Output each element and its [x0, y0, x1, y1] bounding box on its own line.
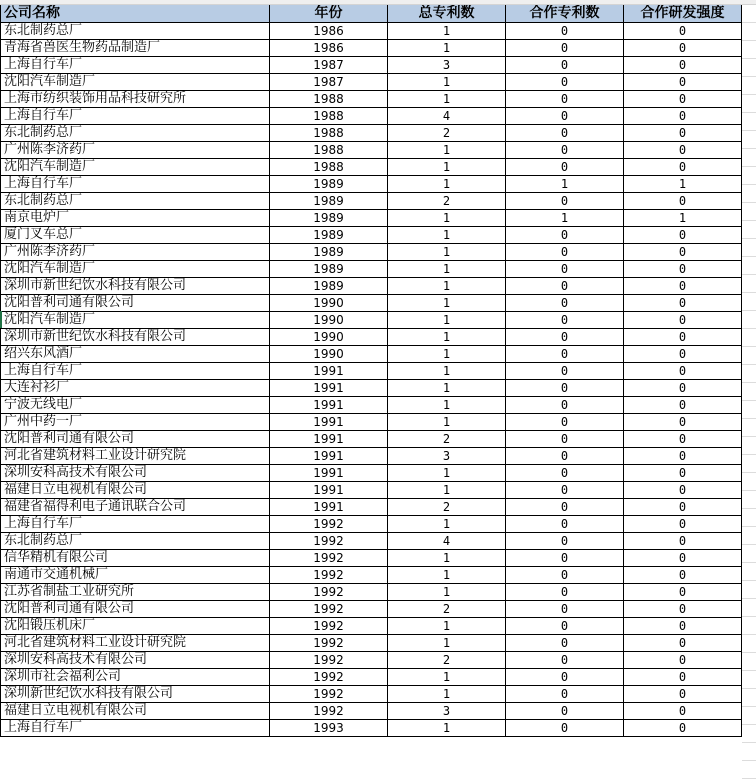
- table-row: [1, 328, 742, 345]
- coop-patents-cell[interactable]: 0: [506, 243, 624, 260]
- year-cell[interactable]: 1988: [270, 107, 388, 124]
- year-cell[interactable]: 1992: [270, 566, 388, 583]
- total-patents-cell[interactable]: 1: [388, 73, 506, 90]
- table-row: [1, 362, 742, 379]
- year-cell[interactable]: 1986: [270, 22, 388, 39]
- coop-patents-cell[interactable]: 0: [506, 583, 624, 600]
- total-patents-cell[interactable]: 3: [388, 447, 506, 464]
- company-cell[interactable]: 青海省兽医生物药品制造厂: [1, 39, 270, 56]
- coop-rd-intensity-cell[interactable]: 0: [624, 294, 742, 311]
- header-coop-patents[interactable]: 合作专利数: [506, 5, 624, 22]
- company-cell[interactable]: 深圳市新世纪饮水科技有限公司: [1, 328, 270, 345]
- total-patents-cell[interactable]: 1: [388, 260, 506, 277]
- coop-rd-intensity-cell[interactable]: 0: [624, 362, 742, 379]
- coop-rd-intensity-cell[interactable]: 0: [624, 430, 742, 447]
- table-row: [1, 311, 742, 328]
- coop-patents-cell[interactable]: 0: [506, 481, 624, 498]
- total-patents-cell[interactable]: 1: [388, 243, 506, 260]
- year-cell[interactable]: 1992: [270, 685, 388, 702]
- table-row: [1, 566, 742, 583]
- table-row: [1, 294, 742, 311]
- table-row: [1, 22, 742, 39]
- table-row: [1, 39, 742, 56]
- company-cell[interactable]: 上海自行车厂: [1, 107, 270, 124]
- year-cell[interactable]: 1993: [270, 719, 388, 736]
- total-patents-cell[interactable]: 1: [388, 481, 506, 498]
- company-cell[interactable]: 广州中药一厂: [1, 413, 270, 430]
- year-cell[interactable]: 1992: [270, 634, 388, 651]
- company-cell[interactable]: 河北省建筑材料工业设计研究院: [1, 447, 270, 464]
- total-patents-cell[interactable]: 1: [388, 90, 506, 107]
- spreadsheet-table: [0, 5, 742, 737]
- total-patents-cell[interactable]: 1: [388, 328, 506, 345]
- total-patents-cell[interactable]: 1: [388, 175, 506, 192]
- year-cell[interactable]: 1992: [270, 668, 388, 685]
- company-cell[interactable]: 沈阳普利司通有限公司: [1, 294, 270, 311]
- coop-rd-intensity-cell[interactable]: 0: [624, 226, 742, 243]
- year-cell[interactable]: 1992: [270, 600, 388, 617]
- company-cell[interactable]: 沈阳锻压机床厂: [1, 617, 270, 634]
- table-row: [1, 651, 742, 668]
- company-cell[interactable]: 沈阳普利司通有限公司: [1, 600, 270, 617]
- coop-rd-intensity-cell[interactable]: 0: [624, 39, 742, 56]
- coop-patents-cell[interactable]: 0: [506, 515, 624, 532]
- coop-patents-cell[interactable]: 0: [506, 107, 624, 124]
- table-row: [1, 56, 742, 73]
- company-cell[interactable]: 宁波无线电厂: [1, 396, 270, 413]
- year-cell[interactable]: 1989: [270, 277, 388, 294]
- coop-patents-cell[interactable]: 0: [506, 532, 624, 549]
- total-patents-cell[interactable]: 1: [388, 634, 506, 651]
- total-patents-cell[interactable]: 1: [388, 719, 506, 736]
- company-cell[interactable]: 信华精机有限公司: [1, 549, 270, 566]
- coop-rd-intensity-cell[interactable]: 0: [624, 668, 742, 685]
- table-row: [1, 345, 742, 362]
- coop-patents-cell[interactable]: 0: [506, 226, 624, 243]
- table-row: [1, 532, 742, 549]
- total-patents-cell[interactable]: 1: [388, 209, 506, 226]
- table-row: [1, 107, 742, 124]
- year-cell[interactable]: 1989: [270, 175, 388, 192]
- year-cell[interactable]: 1986: [270, 39, 388, 56]
- total-patents-cell[interactable]: 1: [388, 311, 506, 328]
- coop-patents-cell[interactable]: 0: [506, 668, 624, 685]
- table-row: [1, 668, 742, 685]
- table-row: [1, 685, 742, 702]
- year-cell[interactable]: 1989: [270, 209, 388, 226]
- company-cell[interactable]: 广州陈李济药厂: [1, 141, 270, 158]
- table-row: [1, 600, 742, 617]
- coop-rd-intensity-cell[interactable]: 0: [624, 56, 742, 73]
- coop-patents-cell[interactable]: 0: [506, 192, 624, 209]
- company-cell[interactable]: 上海自行车厂: [1, 175, 270, 192]
- coop-patents-cell[interactable]: 0: [506, 158, 624, 175]
- coop-rd-intensity-cell[interactable]: 1: [624, 209, 742, 226]
- coop-patents-cell[interactable]: 1: [506, 209, 624, 226]
- coop-patents-cell[interactable]: 0: [506, 651, 624, 668]
- company-cell[interactable]: 绍兴东风酒厂: [1, 345, 270, 362]
- coop-rd-intensity-cell[interactable]: 0: [624, 396, 742, 413]
- table-row: [1, 396, 742, 413]
- table-row: [1, 209, 742, 226]
- company-cell[interactable]: 沈阳汽车制造厂: [1, 311, 270, 328]
- year-cell[interactable]: 1990: [270, 345, 388, 362]
- company-cell[interactable]: 深圳市社会福利公司: [1, 668, 270, 685]
- total-patents-cell[interactable]: 2: [388, 600, 506, 617]
- coop-rd-intensity-cell[interactable]: 0: [624, 532, 742, 549]
- coop-rd-intensity-cell[interactable]: 0: [624, 141, 742, 158]
- coop-patents-cell[interactable]: 0: [506, 56, 624, 73]
- coop-rd-intensity-cell[interactable]: 0: [624, 192, 742, 209]
- table-row: [1, 634, 742, 651]
- total-patents-cell[interactable]: 2: [388, 124, 506, 141]
- year-cell[interactable]: 1991: [270, 430, 388, 447]
- coop-patents-cell[interactable]: 0: [506, 430, 624, 447]
- coop-rd-intensity-cell[interactable]: 0: [624, 464, 742, 481]
- coop-patents-cell[interactable]: 0: [506, 362, 624, 379]
- company-cell[interactable]: 沈阳汽车制造厂: [1, 260, 270, 277]
- year-cell[interactable]: 1988: [270, 141, 388, 158]
- total-patents-cell[interactable]: 4: [388, 532, 506, 549]
- coop-patents-cell[interactable]: 1: [506, 175, 624, 192]
- coop-rd-intensity-cell[interactable]: 0: [624, 260, 742, 277]
- table-row: [1, 90, 742, 107]
- coop-rd-intensity-cell[interactable]: 0: [624, 328, 742, 345]
- coop-patents-cell[interactable]: 0: [506, 260, 624, 277]
- year-cell[interactable]: 1991: [270, 498, 388, 515]
- year-cell[interactable]: 1988: [270, 158, 388, 175]
- company-cell[interactable]: 上海自行车厂: [1, 362, 270, 379]
- company-cell[interactable]: 沈阳汽车制造厂: [1, 158, 270, 175]
- coop-rd-intensity-cell[interactable]: 0: [624, 583, 742, 600]
- coop-patents-cell[interactable]: 0: [506, 124, 624, 141]
- coop-patents-cell[interactable]: 0: [506, 600, 624, 617]
- total-patents-cell[interactable]: 1: [388, 277, 506, 294]
- coop-rd-intensity-cell[interactable]: 0: [624, 515, 742, 532]
- table-row: [1, 124, 742, 141]
- table-row: [1, 260, 742, 277]
- company-cell[interactable]: 福建日立电视机有限公司: [1, 481, 270, 498]
- coop-patents-cell[interactable]: 0: [506, 617, 624, 634]
- coop-rd-intensity-cell[interactable]: 0: [624, 22, 742, 39]
- coop-patents-cell[interactable]: 0: [506, 141, 624, 158]
- coop-rd-intensity-cell[interactable]: 0: [624, 719, 742, 736]
- coop-rd-intensity-cell[interactable]: 1: [624, 175, 742, 192]
- coop-patents-cell[interactable]: 0: [506, 719, 624, 736]
- total-patents-cell[interactable]: 1: [388, 226, 506, 243]
- year-cell[interactable]: 1991: [270, 464, 388, 481]
- total-patents-cell[interactable]: 1: [388, 362, 506, 379]
- year-cell[interactable]: 1991: [270, 362, 388, 379]
- company-cell[interactable]: 上海自行车厂: [1, 515, 270, 532]
- header-total-patents[interactable]: 总专利数: [388, 5, 506, 22]
- company-cell[interactable]: 东北制药总厂: [1, 22, 270, 39]
- total-patents-cell[interactable]: 3: [388, 702, 506, 719]
- year-cell[interactable]: 1989: [270, 243, 388, 260]
- coop-patents-cell[interactable]: 0: [506, 345, 624, 362]
- year-cell[interactable]: 1992: [270, 651, 388, 668]
- coop-patents-cell[interactable]: 0: [506, 413, 624, 430]
- year-cell[interactable]: 1992: [270, 515, 388, 532]
- year-cell[interactable]: 1992: [270, 532, 388, 549]
- year-cell[interactable]: 1992: [270, 702, 388, 719]
- total-patents-cell[interactable]: 1: [388, 22, 506, 39]
- table-row: [1, 226, 742, 243]
- table-row: [1, 73, 742, 90]
- total-patents-cell[interactable]: 1: [388, 549, 506, 566]
- year-cell[interactable]: 1988: [270, 124, 388, 141]
- coop-rd-intensity-cell[interactable]: 0: [624, 651, 742, 668]
- total-patents-cell[interactable]: 1: [388, 617, 506, 634]
- company-cell[interactable]: 东北制药总厂: [1, 532, 270, 549]
- year-cell[interactable]: 1991: [270, 396, 388, 413]
- table-row: [1, 702, 742, 719]
- company-cell[interactable]: 深圳安科高技术有限公司: [1, 464, 270, 481]
- company-cell[interactable]: 河北省建筑材料工业设计研究院: [1, 634, 270, 651]
- year-cell[interactable]: 1988: [270, 90, 388, 107]
- total-patents-cell[interactable]: 1: [388, 396, 506, 413]
- year-cell[interactable]: 1991: [270, 413, 388, 430]
- company-cell[interactable]: 深圳新世纪饮水科技有限公司: [1, 685, 270, 702]
- table-row: [1, 430, 742, 447]
- coop-patents-cell[interactable]: 0: [506, 396, 624, 413]
- table-row: [1, 141, 742, 158]
- total-patents-cell[interactable]: 1: [388, 345, 506, 362]
- total-patents-cell[interactable]: 1: [388, 141, 506, 158]
- coop-rd-intensity-cell[interactable]: 0: [624, 124, 742, 141]
- coop-rd-intensity-cell[interactable]: 0: [624, 498, 742, 515]
- table-row: [1, 413, 742, 430]
- coop-patents-cell[interactable]: 0: [506, 277, 624, 294]
- total-patents-cell[interactable]: 2: [388, 430, 506, 447]
- coop-patents-cell[interactable]: 0: [506, 464, 624, 481]
- company-cell[interactable]: 上海自行车厂: [1, 719, 270, 736]
- year-cell[interactable]: 1992: [270, 617, 388, 634]
- coop-patents-cell[interactable]: 0: [506, 39, 624, 56]
- coop-patents-cell[interactable]: 0: [506, 498, 624, 515]
- coop-patents-cell[interactable]: 0: [506, 294, 624, 311]
- coop-patents-cell[interactable]: 0: [506, 379, 624, 396]
- coop-patents-cell[interactable]: 0: [506, 22, 624, 39]
- coop-rd-intensity-cell[interactable]: 0: [624, 447, 742, 464]
- company-cell[interactable]: 东北制药总厂: [1, 124, 270, 141]
- total-patents-cell[interactable]: 3: [388, 56, 506, 73]
- table-row: [1, 158, 742, 175]
- total-patents-cell[interactable]: 1: [388, 566, 506, 583]
- coop-rd-intensity-cell[interactable]: 0: [624, 413, 742, 430]
- table-row: [1, 617, 742, 634]
- header-row: [1, 5, 742, 22]
- company-cell[interactable]: 广州陈李济药厂: [1, 243, 270, 260]
- company-cell[interactable]: 厦门叉车总厂: [1, 226, 270, 243]
- coop-patents-cell[interactable]: 0: [506, 566, 624, 583]
- table-row: [1, 515, 742, 532]
- company-cell[interactable]: 沈阳汽车制造厂: [1, 73, 270, 90]
- table-row: [1, 379, 742, 396]
- table-row: [1, 277, 742, 294]
- total-patents-cell[interactable]: 1: [388, 413, 506, 430]
- total-patents-cell[interactable]: 1: [388, 158, 506, 175]
- table-row: [1, 719, 742, 736]
- company-cell[interactable]: 福建省福得利电子通讯联合公司: [1, 498, 270, 515]
- total-patents-cell[interactable]: 4: [388, 107, 506, 124]
- coop-rd-intensity-cell[interactable]: 0: [624, 277, 742, 294]
- table-body: [1, 22, 742, 736]
- coop-rd-intensity-cell[interactable]: 0: [624, 73, 742, 90]
- header-coop-rd-intensity[interactable]: 合作研发强度: [624, 5, 742, 22]
- company-cell[interactable]: 沈阳普利司通有限公司: [1, 430, 270, 447]
- company-cell[interactable]: 南京电炉厂: [1, 209, 270, 226]
- coop-rd-intensity-cell[interactable]: 0: [624, 566, 742, 583]
- table-row: [1, 549, 742, 566]
- year-cell[interactable]: 1991: [270, 481, 388, 498]
- year-cell[interactable]: 1989: [270, 226, 388, 243]
- table-row: [1, 498, 742, 515]
- company-cell[interactable]: 南通市交通机械厂: [1, 566, 270, 583]
- coop-patents-cell[interactable]: 0: [506, 328, 624, 345]
- coop-rd-intensity-cell[interactable]: 0: [624, 158, 742, 175]
- total-patents-cell[interactable]: 2: [388, 192, 506, 209]
- total-patents-cell[interactable]: 1: [388, 685, 506, 702]
- coop-rd-intensity-cell[interactable]: 0: [624, 311, 742, 328]
- company-cell[interactable]: 深圳安科高技术有限公司: [1, 651, 270, 668]
- year-cell[interactable]: 1992: [270, 549, 388, 566]
- company-cell[interactable]: 深圳市新世纪饮水科技有限公司: [1, 277, 270, 294]
- coop-patents-cell[interactable]: 0: [506, 634, 624, 651]
- table-row: [1, 447, 742, 464]
- year-cell[interactable]: 1991: [270, 447, 388, 464]
- year-cell[interactable]: 1987: [270, 56, 388, 73]
- coop-patents-cell[interactable]: 0: [506, 311, 624, 328]
- coop-rd-intensity-cell[interactable]: 0: [624, 634, 742, 651]
- coop-rd-intensity-cell[interactable]: 0: [624, 600, 742, 617]
- total-patents-cell[interactable]: 2: [388, 498, 506, 515]
- coop-rd-intensity-cell[interactable]: 0: [624, 345, 742, 362]
- year-cell[interactable]: 1987: [270, 73, 388, 90]
- coop-rd-intensity-cell[interactable]: 0: [624, 617, 742, 634]
- table-row: [1, 243, 742, 260]
- coop-patents-cell[interactable]: 0: [506, 90, 624, 107]
- total-patents-cell[interactable]: 1: [388, 39, 506, 56]
- empty-grid-column[interactable]: [742, 5, 756, 783]
- year-cell[interactable]: 1989: [270, 192, 388, 209]
- coop-patents-cell[interactable]: 0: [506, 685, 624, 702]
- company-cell[interactable]: 福建日立电视机有限公司: [1, 702, 270, 719]
- company-cell[interactable]: 上海市纺织装饰用品科技研究所: [1, 90, 270, 107]
- coop-rd-intensity-cell[interactable]: 0: [624, 90, 742, 107]
- table-row: [1, 481, 742, 498]
- table-row: [1, 583, 742, 600]
- coop-rd-intensity-cell[interactable]: 0: [624, 702, 742, 719]
- coop-patents-cell[interactable]: 0: [506, 549, 624, 566]
- total-patents-cell[interactable]: 1: [388, 583, 506, 600]
- table-row: [1, 192, 742, 209]
- company-cell[interactable]: 大连衬衫厂: [1, 379, 270, 396]
- year-cell[interactable]: 1991: [270, 379, 388, 396]
- total-patents-cell[interactable]: 1: [388, 464, 506, 481]
- year-cell[interactable]: 1989: [270, 260, 388, 277]
- year-cell[interactable]: 1992: [270, 583, 388, 600]
- coop-rd-intensity-cell[interactable]: 0: [624, 379, 742, 396]
- company-cell[interactable]: 江苏省制盐工业研究所: [1, 583, 270, 600]
- company-cell[interactable]: 上海自行车厂: [1, 56, 270, 73]
- coop-rd-intensity-cell[interactable]: 0: [624, 243, 742, 260]
- total-patents-cell[interactable]: 2: [388, 651, 506, 668]
- total-patents-cell[interactable]: 1: [388, 515, 506, 532]
- coop-rd-intensity-cell[interactable]: 0: [624, 107, 742, 124]
- coop-patents-cell[interactable]: 0: [506, 73, 624, 90]
- total-patents-cell[interactable]: 1: [388, 294, 506, 311]
- year-cell[interactable]: 1990: [270, 294, 388, 311]
- total-patents-cell[interactable]: 1: [388, 668, 506, 685]
- coop-patents-cell[interactable]: 0: [506, 447, 624, 464]
- coop-rd-intensity-cell[interactable]: 0: [624, 685, 742, 702]
- year-cell[interactable]: 1990: [270, 328, 388, 345]
- year-cell[interactable]: 1990: [270, 311, 388, 328]
- coop-rd-intensity-cell[interactable]: 0: [624, 549, 742, 566]
- coop-patents-cell[interactable]: 0: [506, 702, 624, 719]
- total-patents-cell[interactable]: 1: [388, 379, 506, 396]
- table-row: [1, 175, 742, 192]
- company-cell[interactable]: 东北制药总厂: [1, 192, 270, 209]
- coop-rd-intensity-cell[interactable]: 0: [624, 481, 742, 498]
- selected-row-marker: [0, 311, 2, 328]
- header-company-name[interactable]: 公司名称: [1, 5, 270, 22]
- header-year[interactable]: 年份: [270, 5, 388, 22]
- table-row: [1, 464, 742, 481]
